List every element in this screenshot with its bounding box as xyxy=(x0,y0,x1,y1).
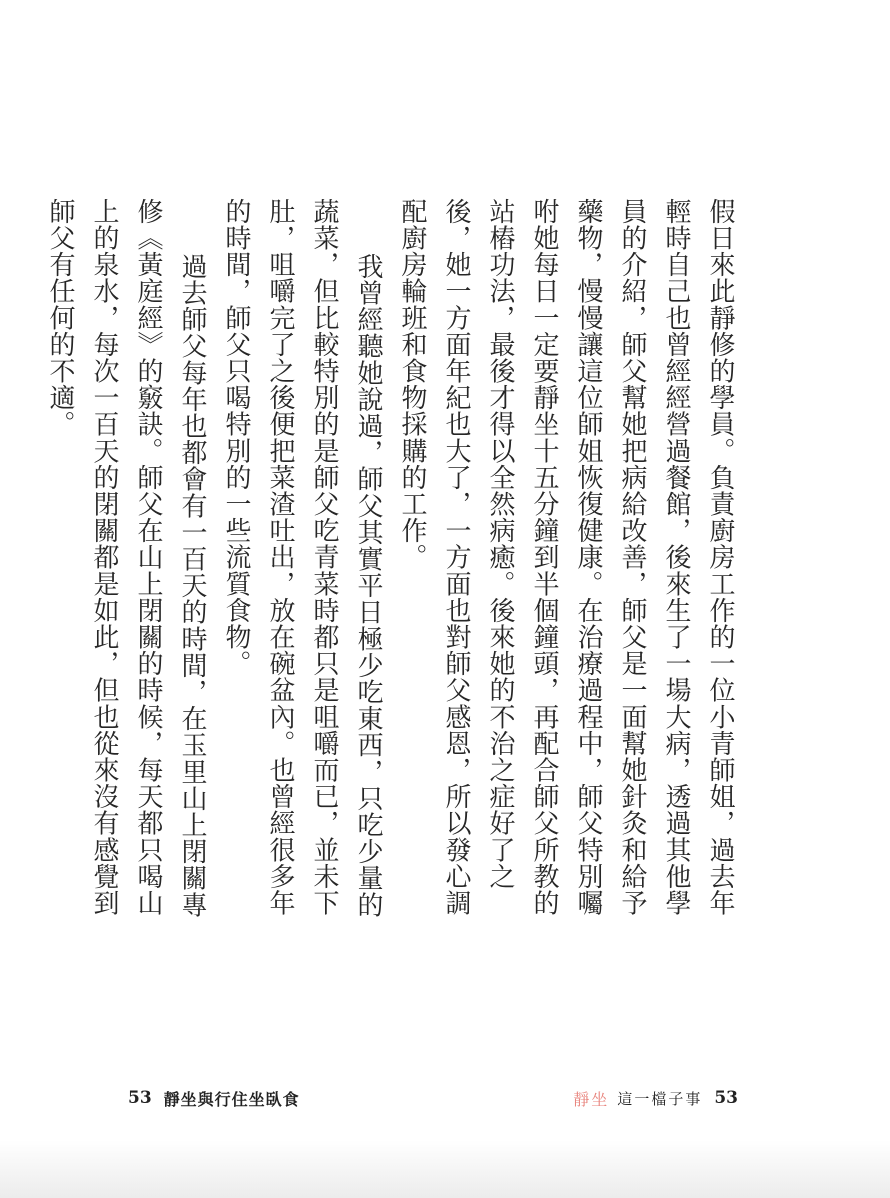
chapter-title: 靜坐與行住坐臥食 xyxy=(163,1089,300,1109)
right-page-number: 53 xyxy=(714,1088,738,1108)
paragraph-2: 我曾經聽她說過，師父其實平日極少吃東西，只吃少量的蔬菜，但比較特別的是師父吃青菜時都只是咀嚼而已，並未下肚，咀嚼完了之後便把菜渣吐出，放在碗盆內。也曾經很多年的時間，師父只喝特別的一些流質食物。 xyxy=(221,198,383,918)
footer-right xyxy=(573,1085,738,1111)
page-bottom-shadow xyxy=(0,1140,890,1198)
vertical-body-text xyxy=(38,198,742,938)
paragraph-3: 過去師父每年也都會有一百天的時間，在玉里山上閉關專修《黃庭經》的竅訣。師父在山上閉關的時候，每天都只喝山上的泉水，每次一百天的閉關都是如此，但也從來沒有感覺到師父有任何的不適。 xyxy=(45,198,207,918)
paragraph-1: 假日來此靜修的學員。負責廚房工作的一位小青師姐，過去年輕時自己也曾經經營過餐館，後來生了一場大病，透過其他學員的介紹，師父幫她把病給改善，師父是一面幫她針灸和給予藥物，慢慢讓這位師姐恢復健康。在治療過程中，師父特別囑咐她每日一定要靜坐十五分鐘到半個鐘頭，再配合師父所教的站樁功法，最後才得以全然病癒。後來她的不治之症好了之後，她一方面年紀也大了，一方面也對師父感恩，所以發心調配廚房輪班和食物採購的工作。 xyxy=(397,198,735,917)
footer-left xyxy=(128,1085,300,1111)
series-title: 靜坐 xyxy=(573,1089,610,1109)
book-title: 這一檔子事 xyxy=(617,1089,703,1108)
left-page-number: 53 xyxy=(128,1088,152,1108)
